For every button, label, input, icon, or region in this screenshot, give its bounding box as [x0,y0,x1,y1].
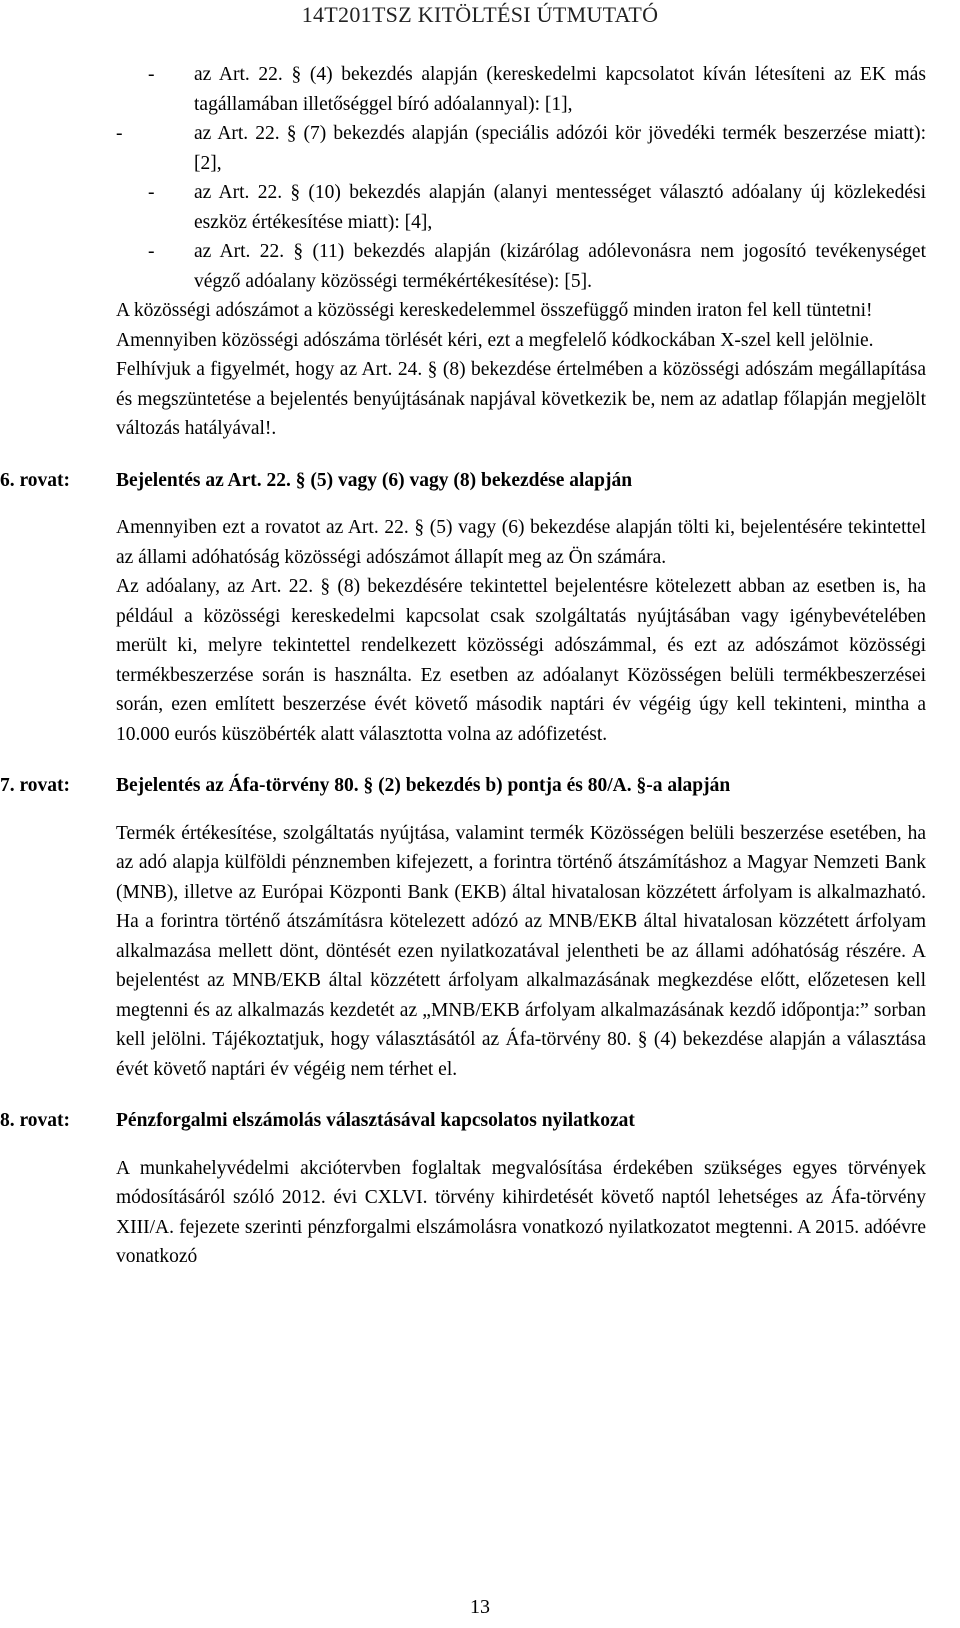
list-item-text: az Art. 22. § (4) bekezdés alapján (kereskedelmi kapcsolatot kíván létesíteni az EK más tagállamában illetőséggel bíró adóalannyal): [1], [194,64,926,115]
section-body-8 [116,1154,926,1272]
list-item [0,119,926,178]
list-dash: - [148,64,155,85]
intro-paragraph: Felhívjuk a figyelmét, hogy az Art. 24. § (8) bekezdése értelmében a közösségi adószám megállapítása és megszüntetése a bejelentés benyújtásának napjával következik be, nem az adatlap főlapján megjelölt változás hatályával!. [116,359,926,439]
section-heading-6 [0,466,926,496]
rovat-label: 7. rovat: [0,775,71,796]
list-dash: - [116,123,123,144]
section-body-7 [116,819,926,1085]
section-paragraph: Termék értékesítése, szolgáltatás nyújtása, valamint termék Közösségen belüli beszerzése esetében, ha az adó alapja külföldi pénznemben kifejezett, a forintra történő átszámításhoz a Magyar Nemzeti Bank (MNB), illetve az Európai Központi Bank (EKB) által hivatalosan közzétett árfolyam is alkalmazható. Ha a forintra történő átszámításra kötelezett adózó az MNB/EKB által hivatalosan közzétett árfolyam alkalmazása mellett dönt, döntését ezen nyilatkozatával jelentheti be az állami adóhatóság részére. A bejelentést az MNB/EKB által közzétett árfolyam alkalmazásának megkezdése előtt, előzetesen kell megtenni és az alkalmazás kezdetét az „MNB/EKB árfolyam alkalmazásának kezdő időpontja:” sorban kell jelölni. Tájékoztatjuk, hogy választásától az Áfa-törvény 80. § (4) bekezdése alapján a választása évét követő naptári év végéig nem térhet el. [116,822,926,1080]
section-paragraph: A munkahelyvédelmi akciótervben foglaltak megvalósítása érdekében szükséges egyes törvények módosításáról szóló 2012. évi CXLVI. törvény kihirdetését követő naptól lehetséges az Áfa-törvény XIII/A. fejezete szerinti pénzforgalmi elszámolásra vonatkozó nyilatkozatot megtenni. A 2015. adóévre vonatkozó [116,1157,926,1267]
rovat-label: 8. rovat: [0,1110,71,1131]
section-title: Pénzforgalmi elszámolás választásával kapcsolatos nyilatkozat [116,1110,635,1131]
list-item-text: az Art. 22. § (11) bekezdés alapján (kizárólag adólevonásra nem jogosító tevékenységet végző adóalany közösségi termékértékesítése): [5]. [194,241,926,292]
list-item-text: az Art. 22. § (10) bekezdés alapján (alanyi mentességet választó adóalany új közlekedési eszköz értékesítése miatt): [4], [194,182,926,233]
list-item [0,237,926,296]
list-item [0,178,926,237]
page-number: 13 [470,1596,490,1618]
section-paragraph: Amennyiben ezt a rovatot az Art. 22. § (5) vagy (6) bekezdése alapján tölti ki, bejelentésére tekintettel az állami adóhatóság közösségi adószámot állapít meg az Ön számára. [116,517,926,568]
section-body-6 [116,513,926,749]
section-heading-8 [0,1106,926,1136]
intro-paragraph: A közösségi adószámot a közösségi kereskedelemmel összefüggő minden iraton fel kell tüntetni! [116,300,873,321]
section-heading-7 [0,771,926,801]
intro-block [116,296,926,444]
list-dash: - [148,182,155,203]
intro-paragraph: Amennyiben közösségi adószáma törlését kéri, ezt a megfelelő kódkockában X-szel kell jelölnie. [116,329,874,351]
page-header-title: 14T201TSZ KITÖLTÉSI ÚTMUTATÓ [301,2,659,27]
document-body [0,60,926,1272]
list-item [0,60,926,119]
section-paragraph: Az adóalany, az Art. 22. § (8) bekezdésére tekintettel bejelentésre kötelezett abban az esetben is, ha például a közösségi kereskedelmi kapcsolat csak szolgáltatás nyújtásában vagy igénybevételében merült ki, melyre tekintettel rendelkezett közösségi adószámmal, és ezt az adószámot közösségi termékbeszerzése során is használta. Ez esetben az adóalanyt Közösségen belüli termékbeszerzései során, ezen említett beszerzése évét követő második naptári év végéig úgy kell tekinteni, mintha a 10.000 eurós küszöbérték alatt választotta volna az adófizetést. [116,576,926,745]
list-dash: - [148,241,155,262]
section-title: Bejelentés az Áfa-törvény 80. § (2) bekezdés b) pontja és 80/A. §-a alapján [116,775,731,796]
section-title: Bejelentés az Art. 22. § (5) vagy (6) vagy (8) bekezdése alapján [116,469,633,491]
list-item-text: az Art. 22. § (7) bekezdés alapján (speciális adózói kör jövedéki termék beszerzése miatt): [2], [194,123,926,174]
rovat-label: 6. rovat: [0,469,71,491]
